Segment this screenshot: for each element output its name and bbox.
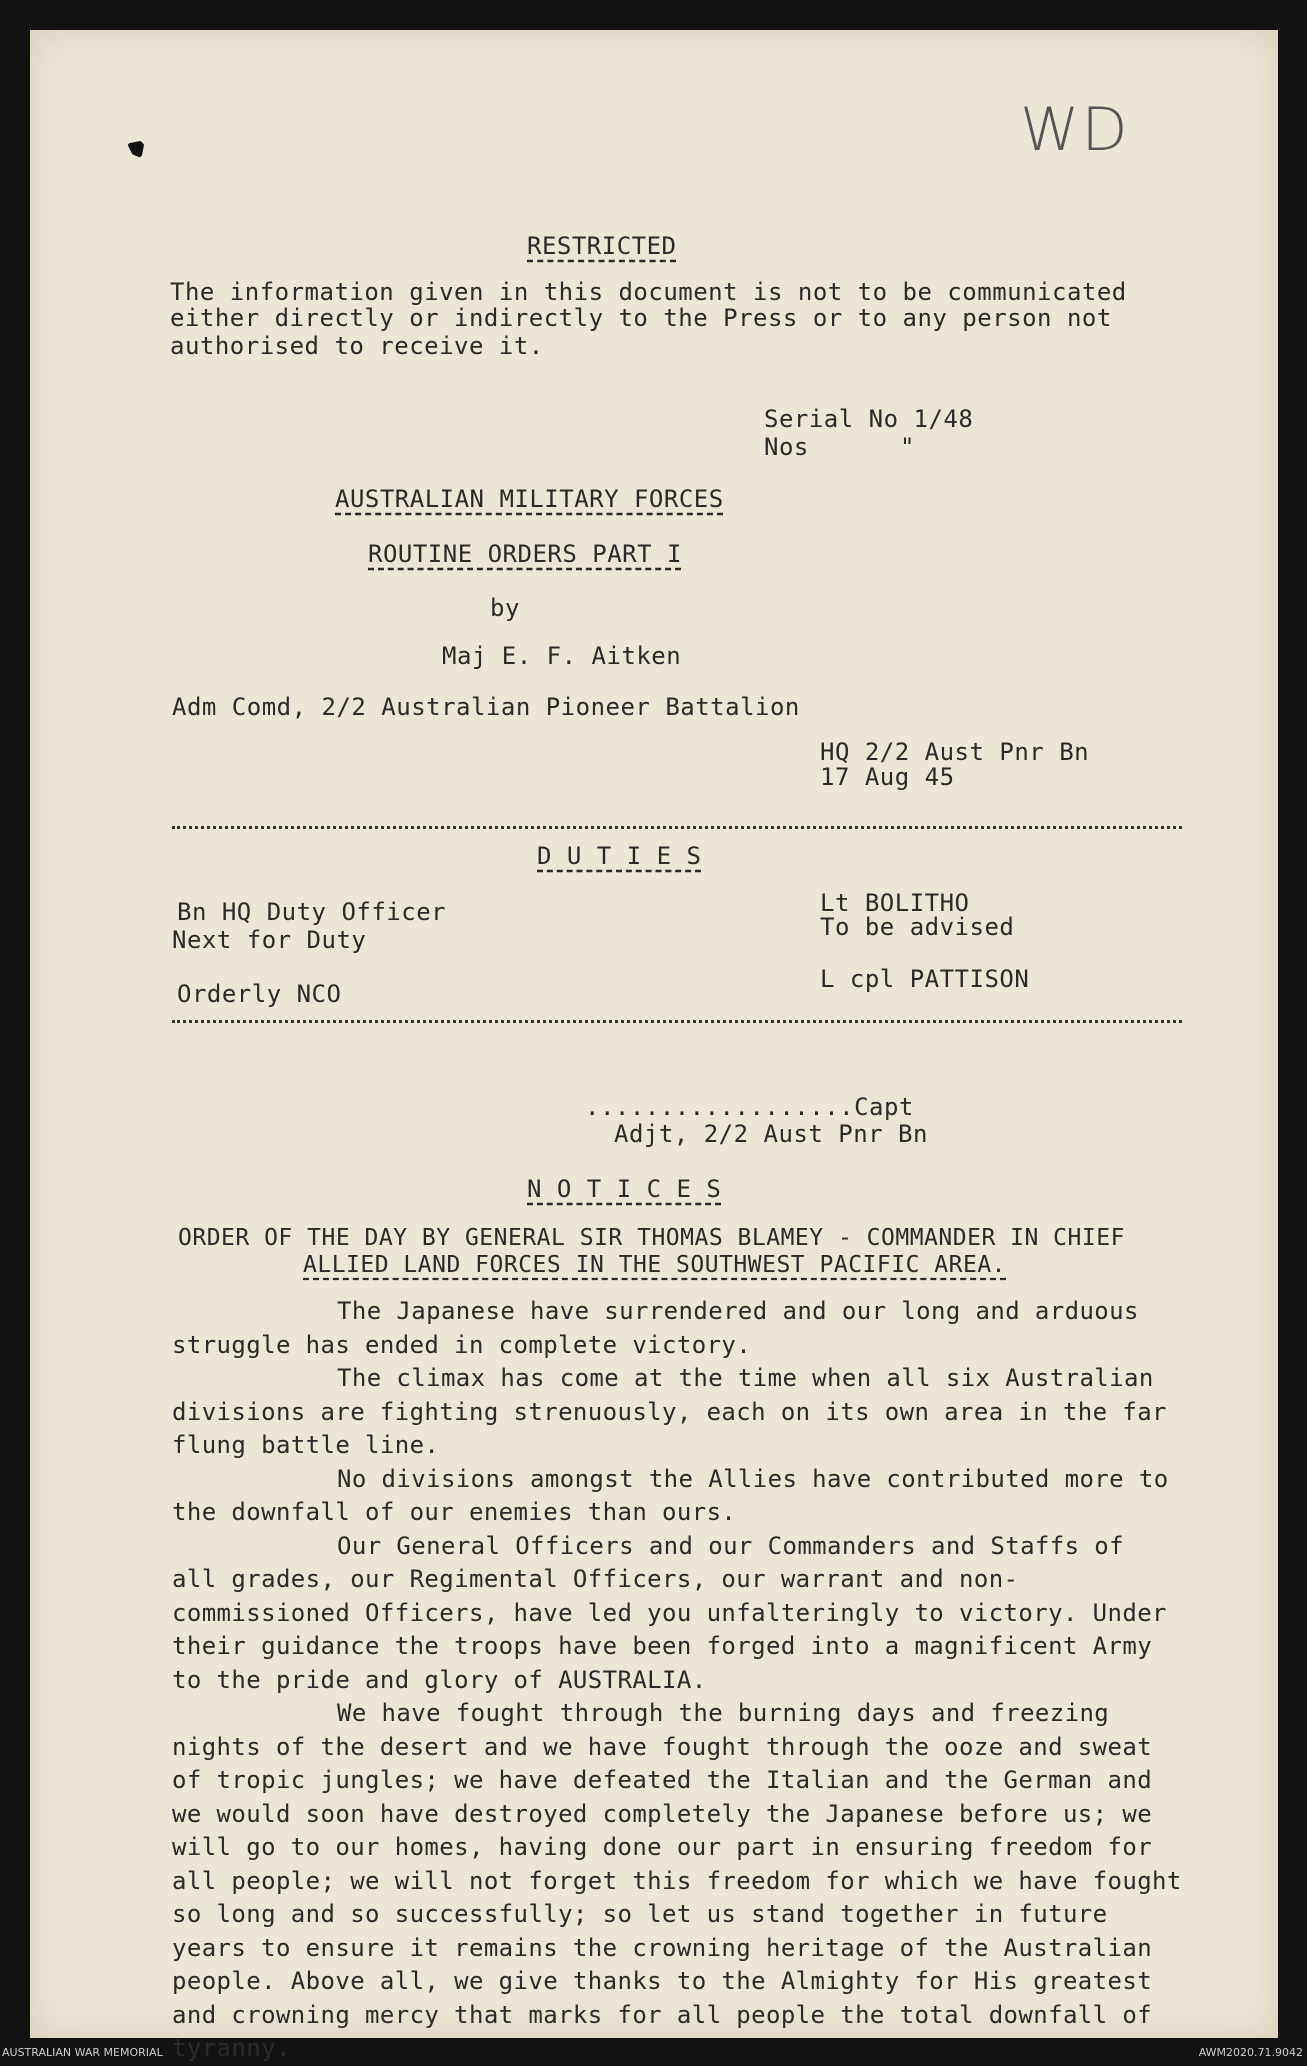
serial-number: Serial No 1/48 [764, 405, 974, 433]
restriction-line-1: The information given in this document is not to be communicated [170, 278, 1127, 306]
paragraph: No divisions amongst the Allies have contributed more to the downfall of our enemies than ours. [172, 1464, 1169, 1526]
order-body [172, 1295, 1182, 2066]
handwritten-annotation: WD [1020, 95, 1130, 165]
dotted-divider-bottom [172, 1020, 1182, 1023]
paragraph: The Japanese have surrendered and our long and arduous struggle has ended in complete victory. [172, 1297, 1139, 1359]
paragraph: Our General Officers and our Commanders and Staffs of all grades, our Regimental Officers, our warrant and non-commissioned Officers, have led you unfalteringly to victory. Under their guidance the troops have been forged into a magnificent Army to the pride and glory of AUSTRALIA. [172, 1531, 1167, 1694]
by-label: by [490, 594, 520, 622]
footer-reference: AWM2020.71.9042 [1198, 2046, 1303, 2059]
signature-title: Adjt, 2/2 Aust Pnr Bn [614, 1120, 928, 1148]
restricted-heading: RESTRICTED [527, 232, 677, 260]
restriction-line-2: either directly or indirectly to the Press or to any person not [170, 304, 1112, 332]
duty-assignee-3: L cpl PATTISON [820, 965, 1030, 993]
restriction-line-3: authorised to receive it. [170, 332, 544, 360]
nos-label: Nos [764, 433, 809, 461]
order-title-line-2: ALLIED LAND FORCES IN THE SOUTHWEST PACIFIC AREA. [303, 1252, 1007, 1278]
duty-role-2: Next for Duty [172, 926, 367, 954]
duties-heading: D U T I E S [537, 842, 702, 870]
notices-heading: N O T I C E S [527, 1175, 722, 1203]
command-line: Adm Comd, 2/2 Australian Pioneer Battalion [172, 693, 800, 721]
issuing-officer: Maj E. F. Aitken [442, 642, 682, 670]
forces-title: AUSTRALIAN MILITARY FORCES [335, 485, 724, 513]
signature-line: ..................Capt [585, 1093, 914, 1121]
dotted-divider-top [172, 826, 1182, 829]
paragraph: We have fought through the burning days and freezing nights of the desert and we have fought through the ooze and sweat of tropic jungles; we have defeated the Italian and the German and we would soon have destroyed completely the Japanese before us; we will go to our homes, having done our part in ensuring freedom for all people; we will not forget this freedom for which we have fought so long and so successfully; so let us stand together in future years to ensure it remains the crowning heritage of the Australian people. Above all, we give thanks to the Almighty for His greatest and crowning mercy that marks for all people the total downfall of tyranny. [172, 1699, 1182, 2062]
duty-assignee-2: To be advised [820, 913, 1015, 941]
order-title-line-1: ORDER OF THE DAY BY GENERAL SIR THOMAS BLAMEY - COMMANDER IN CHIEF [178, 1225, 1125, 1251]
hq-line: HQ 2/2 Aust Pnr Bn [820, 738, 1090, 766]
duty-assignee-1: Lt BOLITHO [820, 889, 970, 917]
paragraph: The climax has come at the time when all six Australian divisions are fighting strenuously, each on its own area in the far flung battle line. [172, 1364, 1167, 1459]
duty-role-3: Orderly NCO [177, 980, 342, 1008]
footer-institution: AUSTRALIAN WAR MEMORIAL [2, 2046, 163, 2059]
nos-ditto-mark: " [900, 433, 915, 461]
date-line: 17 Aug 45 [820, 763, 955, 791]
duty-role-1: Bn HQ Duty Officer [177, 898, 447, 926]
routine-orders-title: ROUTINE ORDERS PART I [368, 540, 682, 568]
